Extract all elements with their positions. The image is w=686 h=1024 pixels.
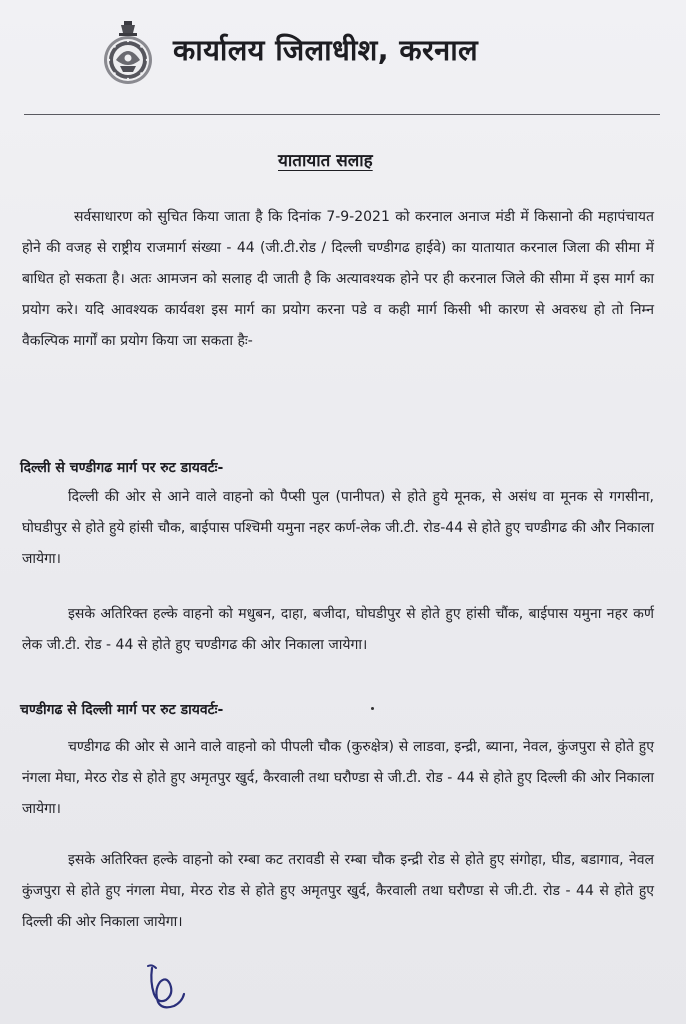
office-title: कार्यालय जिलाधीश, करनाल bbox=[173, 33, 478, 67]
section-heading-chandigarh-to-delhi: चण्डीगढ से दिल्ली मार्ग पर रुट डायवर्टः- bbox=[20, 702, 224, 718]
advisory-title: यातायात सलाह bbox=[278, 151, 373, 171]
header-divider bbox=[24, 114, 660, 115]
route-paragraph: चण्डीगढ की ओर से आने वाले वाहनो को पीपली चौक (कुरुक्षेत्र) से लाडवा, इन्द्री, ब्याना, नेवल, कुंजपुरा से होते हुए नंगला मेघा, मेरठ रोड से होते हुए अमृतपुर खुर्द, कैरवाली तथा घरौण्डा से जी.टी. रोड - 44 से होते हुए दिल्ली की ओर निकाला जायेगा। bbox=[22, 739, 654, 817]
signature-icon bbox=[140, 960, 186, 1012]
route-paragraph: दिल्ली की ओर से आने वाले वाहनो को पैप्सी पुल (पानीपत) से होते हुये मूनक, से असंध वा मूनक से गगसीना, घोघडीपुर से होते हुये हांसी चौक, बाईपास पश्चिमी यमुना नहर कर्ण-लेक जी.टी. रोड-44 से होते हुए चण्डीगढ की और निकाला जायेगा। bbox=[22, 489, 654, 567]
state-emblem-icon bbox=[100, 20, 156, 86]
paper-speck bbox=[371, 707, 374, 710]
route-paragraph: इसके अतिरिक्त हल्के वाहनो को रम्बा कट तरावडी से रम्बा चौक इन्द्री रोड से होते हुए संगोहा, घीड, बडागाव, नेवल कुंजपुरा से होते हुए नंगला मेघा, मेरठ रोड से होते हुए अमृतपुर खुर्द, कैरवाली तथा घरौण्डा से जी.टी. रोड - 44 से होते हुए दिल्ली की ओर निकाला जायेगा। bbox=[22, 852, 654, 930]
section-heading-delhi-to-chandigarh: दिल्ली से चण्डीगढ मार्ग पर रुट डायवर्टः- bbox=[20, 460, 224, 476]
route-paragraph: इसके अतिरिक्त हल्के वाहनो को मधुबन, दाहा, बजीदा, घोघडीपुर से होते हुए हांसी चौंक, बाईपास यमुना नहर कर्ण लेक जी.टी. रोड - 44 से होते हुए चण्डीगढ की ओर निकाला जायेगा। bbox=[22, 606, 654, 653]
intro-paragraph: सर्वसाधारण को सुचित किया जाता है कि दिनांक 7-9-2021 को करनाल अनाज मंडी में किसानो की महापंचायत होने की वजह से राष्ट्रीय राजमार्ग संख्या - 44 (जी.टी.रोड / दिल्ली चण्डीगढ हाईवे) का यातायात करनाल जिला की सीमा में बाधित हो सकता है। अतः आमजन को सलाह दी जाती है कि अत्यावश्यक होने पर ही करनाल जिले की सीमा में इस मार्ग का प्रयोग करे। यदि आवश्यक कार्यवश इस मार्ग का प्रयोग करना पडे व कही मार्ग किसी भी कारण से अवरुध हो तो निम्न वैकल्पिक मार्गों का प्रयोग किया जा सकता हैः- bbox=[22, 209, 654, 349]
